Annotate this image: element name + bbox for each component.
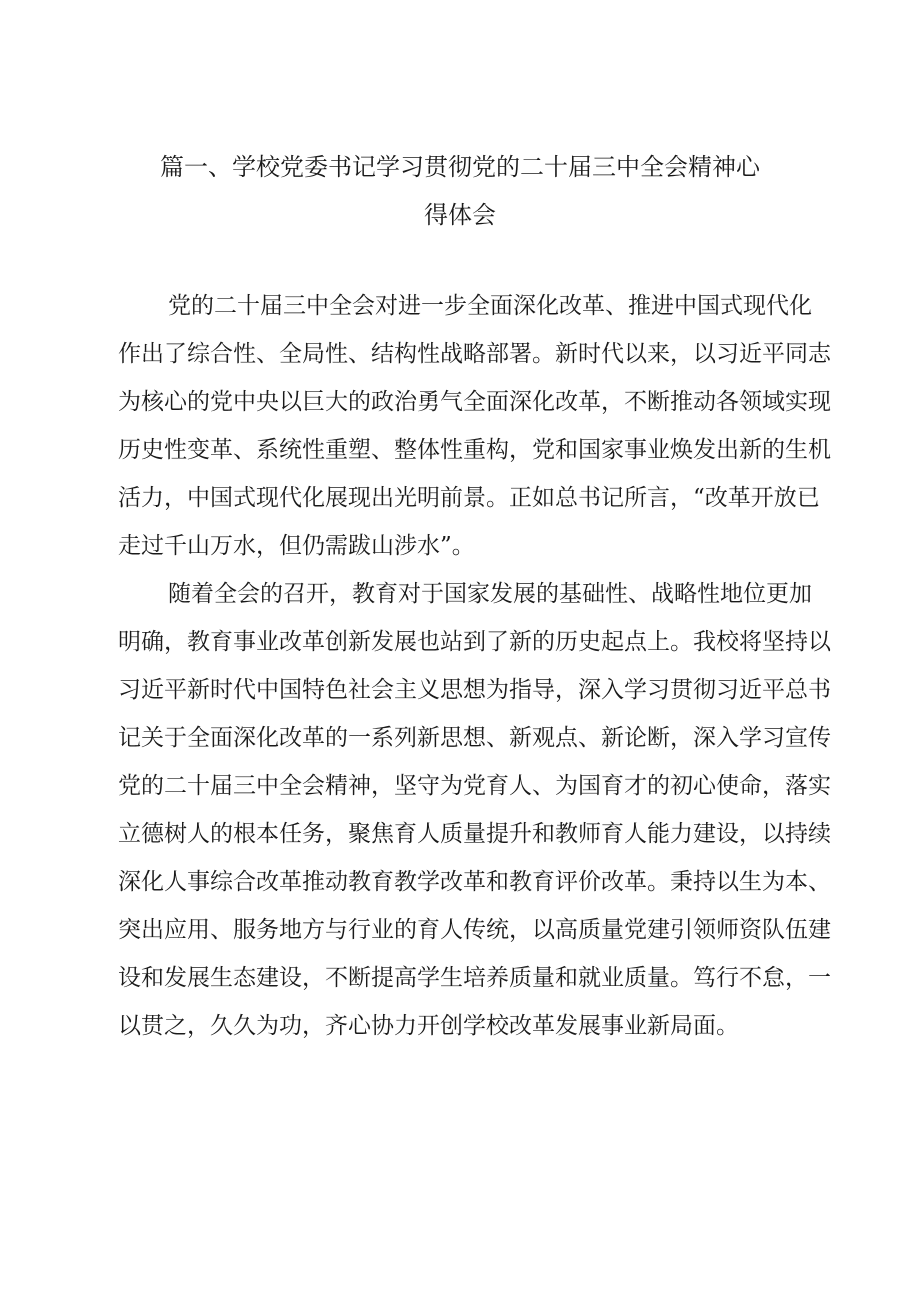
paragraph-1-line: 走过千山万水，但仍需跋山涉水”。	[118, 533, 475, 559]
paragraph-2-line: 深化人事综合改革推动教育教学改革和教育评价改革。秉持以生为本、	[118, 869, 831, 895]
paragraph-2-line: 设和发展生态建设，不断提高学生培养质量和就业质量。笃行不怠，一	[118, 965, 831, 991]
paragraph-1-line: 历史性变革、系统性重塑、整体性重构，党和国家事业焕发出新的生机	[118, 437, 831, 463]
paragraph-2-line: 记关于全面深化改革的一系列新思想、新观点、新论断，深入学习宣传	[118, 725, 831, 751]
paragraph-2-line: 党的二十届三中全会精神，坚守为党育人、为国育才的初心使命，落实	[118, 773, 831, 799]
paragraph-1-line: 党的二十届三中全会对进一步全面深化改革、推进中国式现代化	[168, 293, 812, 319]
paragraph-2-line: 随着全会的召开，教育对于国家发展的基础性、战略性地位更加	[168, 581, 812, 607]
paragraph-1-line: 为核心的党中央以巨大的政治勇气全面深化改革，不断推动各领域实现	[118, 389, 831, 415]
paragraph-2-line: 明确，教育事业改革创新发展也站到了新的历史起点上。我校将坚持以	[118, 629, 831, 655]
paragraph-2-line: 以贯之，久久为功，齐心协力开创学校改革发展事业新局面。	[118, 1013, 739, 1039]
document-title-line-2: 得体会	[424, 201, 496, 229]
paragraph-1-line: 活力，中国式现代化展现出光明前景。正如总书记所言，“改革开放已	[118, 485, 820, 511]
paragraph-2-line: 立德树人的根本任务，聚焦育人质量提升和教师育人能力建设，以持续	[118, 821, 831, 847]
paragraph-2-line: 突出应用、服务地方与行业的育人传统，以高质量党建引领师资队伍建	[118, 917, 831, 943]
document-title-line-1: 篇一、学校党委书记学习贯彻党的二十届三中全会精神心	[160, 153, 760, 181]
paragraph-2-line: 习近平新时代中国特色社会主义思想为指导，深入学习贯彻习近平总书	[118, 677, 831, 703]
paragraph-1-line: 作出了综合性、全局性、结构性战略部署。新时代以来，以习近平同志	[118, 341, 831, 367]
